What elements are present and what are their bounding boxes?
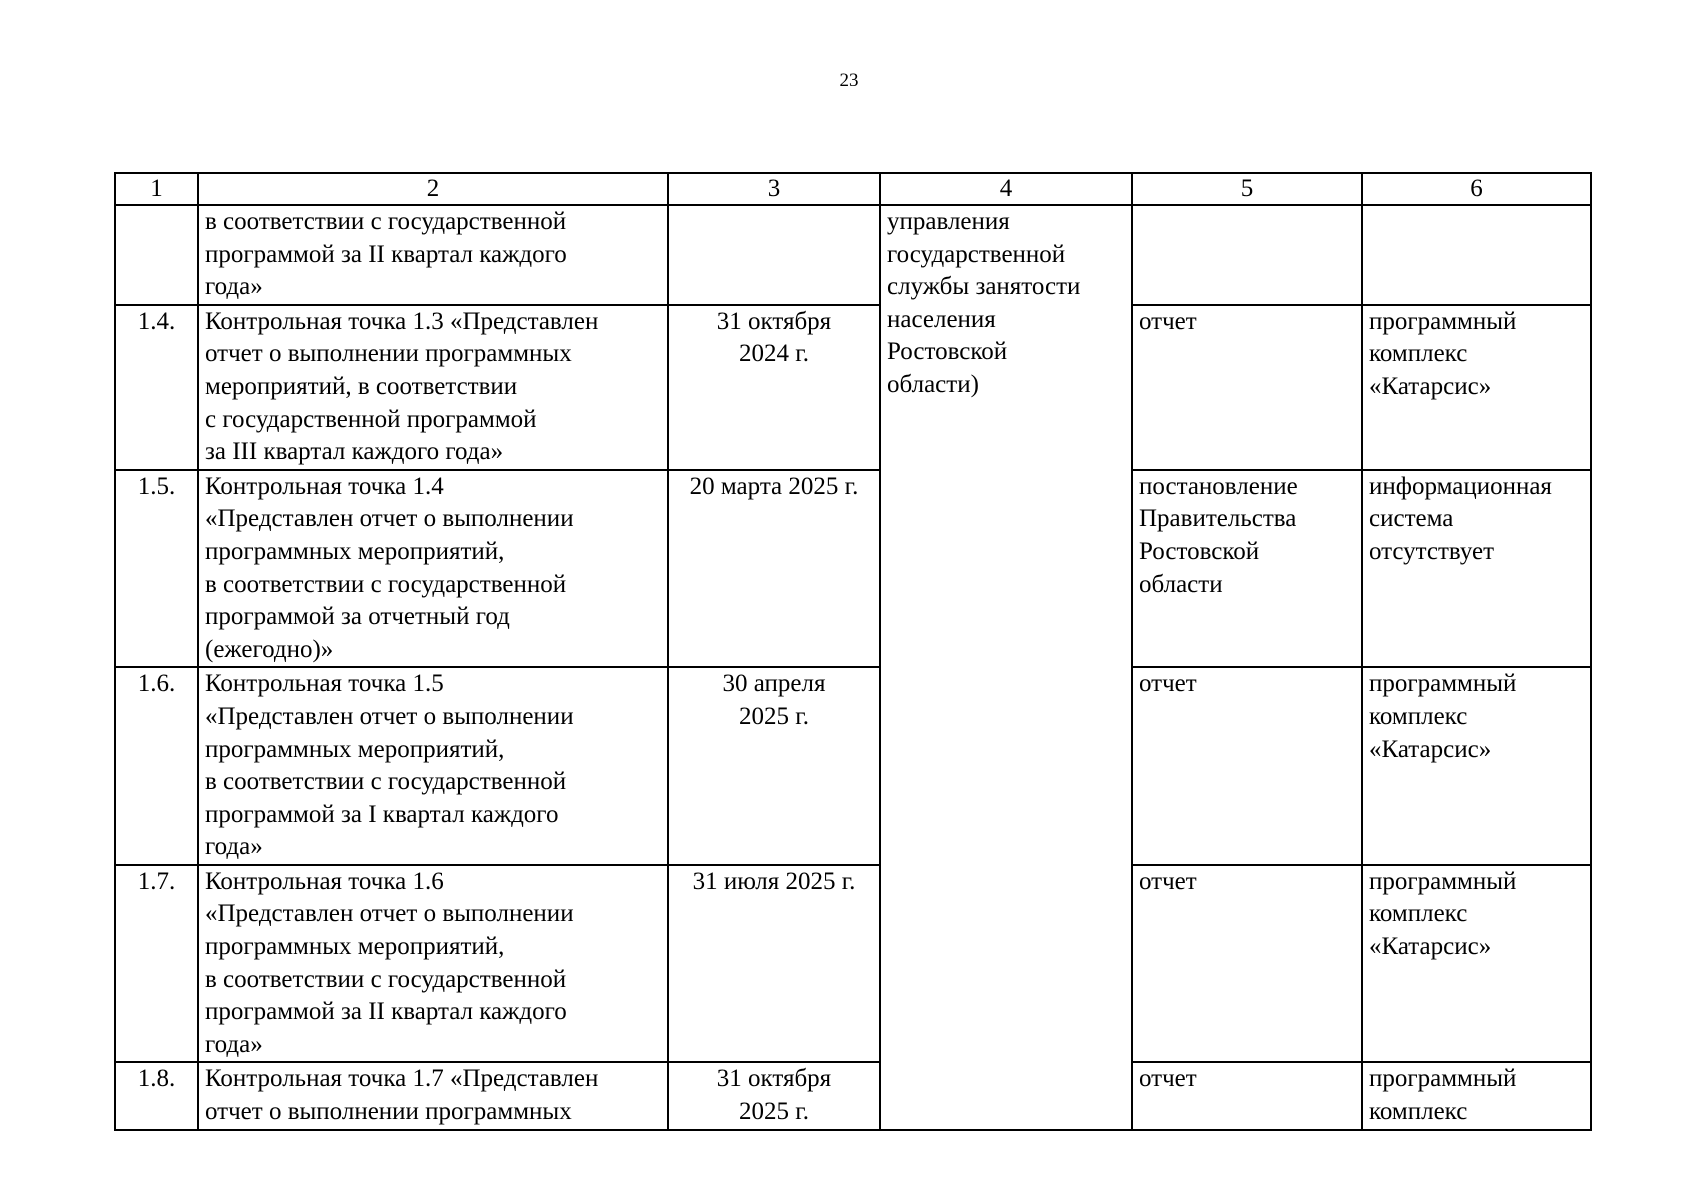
cell-description: Контрольная точка 1.3 «Представлен отчет о выполнении программных мероприятий, в соответствии с государственной программой за III квартал каждого года» — [198, 305, 668, 470]
cell-num: 1.8. — [115, 1062, 198, 1129]
cell-description: Контрольная точка 1.4 «Представлен отчет о выполнении программных мероприятий, в соответствии с государственной программой за отчетный год (ежегодно)» — [198, 470, 668, 668]
cell-document: отчет — [1132, 1062, 1362, 1129]
page-number: 23 — [839, 70, 859, 91]
cell-system: программный комплекс — [1362, 1062, 1591, 1129]
cell-description: Контрольная точка 1.5 «Представлен отчет о выполнении программных мероприятий, в соответствии с государственной программой за I квартал каждого года» — [198, 667, 668, 865]
cell-date: 20 марта 2025 г. — [668, 470, 880, 668]
cell-document — [1132, 205, 1362, 305]
cell-description: в соответствии с государственной программой за II квартал каждого года» — [198, 205, 668, 305]
header-col-3: 3 — [668, 173, 880, 205]
cell-num: 1.4. — [115, 305, 198, 470]
table-row — [115, 667, 1591, 865]
cell-num: 1.7. — [115, 865, 198, 1063]
cell-num: 1.6. — [115, 667, 198, 865]
cell-num — [115, 205, 198, 305]
control-points-table — [114, 172, 1592, 1131]
header-row — [115, 173, 1591, 205]
header-col-4: 4 — [880, 173, 1132, 205]
cell-date: 31 июля 2025 г. — [668, 865, 880, 1063]
cell-document: отчет — [1132, 865, 1362, 1063]
cell-date — [668, 205, 880, 305]
cell-system: программный комплекс «Катарсис» — [1362, 667, 1591, 865]
header-col-2: 2 — [198, 173, 668, 205]
cell-date: 30 апреля 2025 г. — [668, 667, 880, 865]
cell-system: программный комплекс «Катарсис» — [1362, 305, 1591, 470]
header-col-6: 6 — [1362, 173, 1591, 205]
table-row — [115, 305, 1591, 470]
cell-system — [1362, 205, 1591, 305]
header-col-1: 1 — [115, 173, 198, 205]
cell-system: информационная система отсутствует — [1362, 470, 1591, 668]
cell-num: 1.5. — [115, 470, 198, 668]
table-row — [115, 1062, 1591, 1129]
table-row — [115, 470, 1591, 668]
cell-date: 31 октября 2025 г. — [668, 1062, 880, 1129]
cell-description: Контрольная точка 1.7 «Представлен отчет о выполнении программных — [198, 1062, 668, 1129]
cell-document: отчет — [1132, 667, 1362, 865]
cell-document: постановление Правительства Ростовской области — [1132, 470, 1362, 668]
table-row-continuation — [115, 205, 1591, 305]
cell-responsible: управления государственной службы занятости населения Ростовской области) — [880, 205, 1132, 1130]
cell-system: программный комплекс «Катарсис» — [1362, 865, 1591, 1063]
header-col-5: 5 — [1132, 173, 1362, 205]
cell-date: 31 октября 2024 г. — [668, 305, 880, 470]
cell-document: отчет — [1132, 305, 1362, 470]
table-row — [115, 865, 1591, 1063]
cell-description: Контрольная точка 1.6 «Представлен отчет о выполнении программных мероприятий, в соответствии с государственной программой за II квартал каждого года» — [198, 865, 668, 1063]
